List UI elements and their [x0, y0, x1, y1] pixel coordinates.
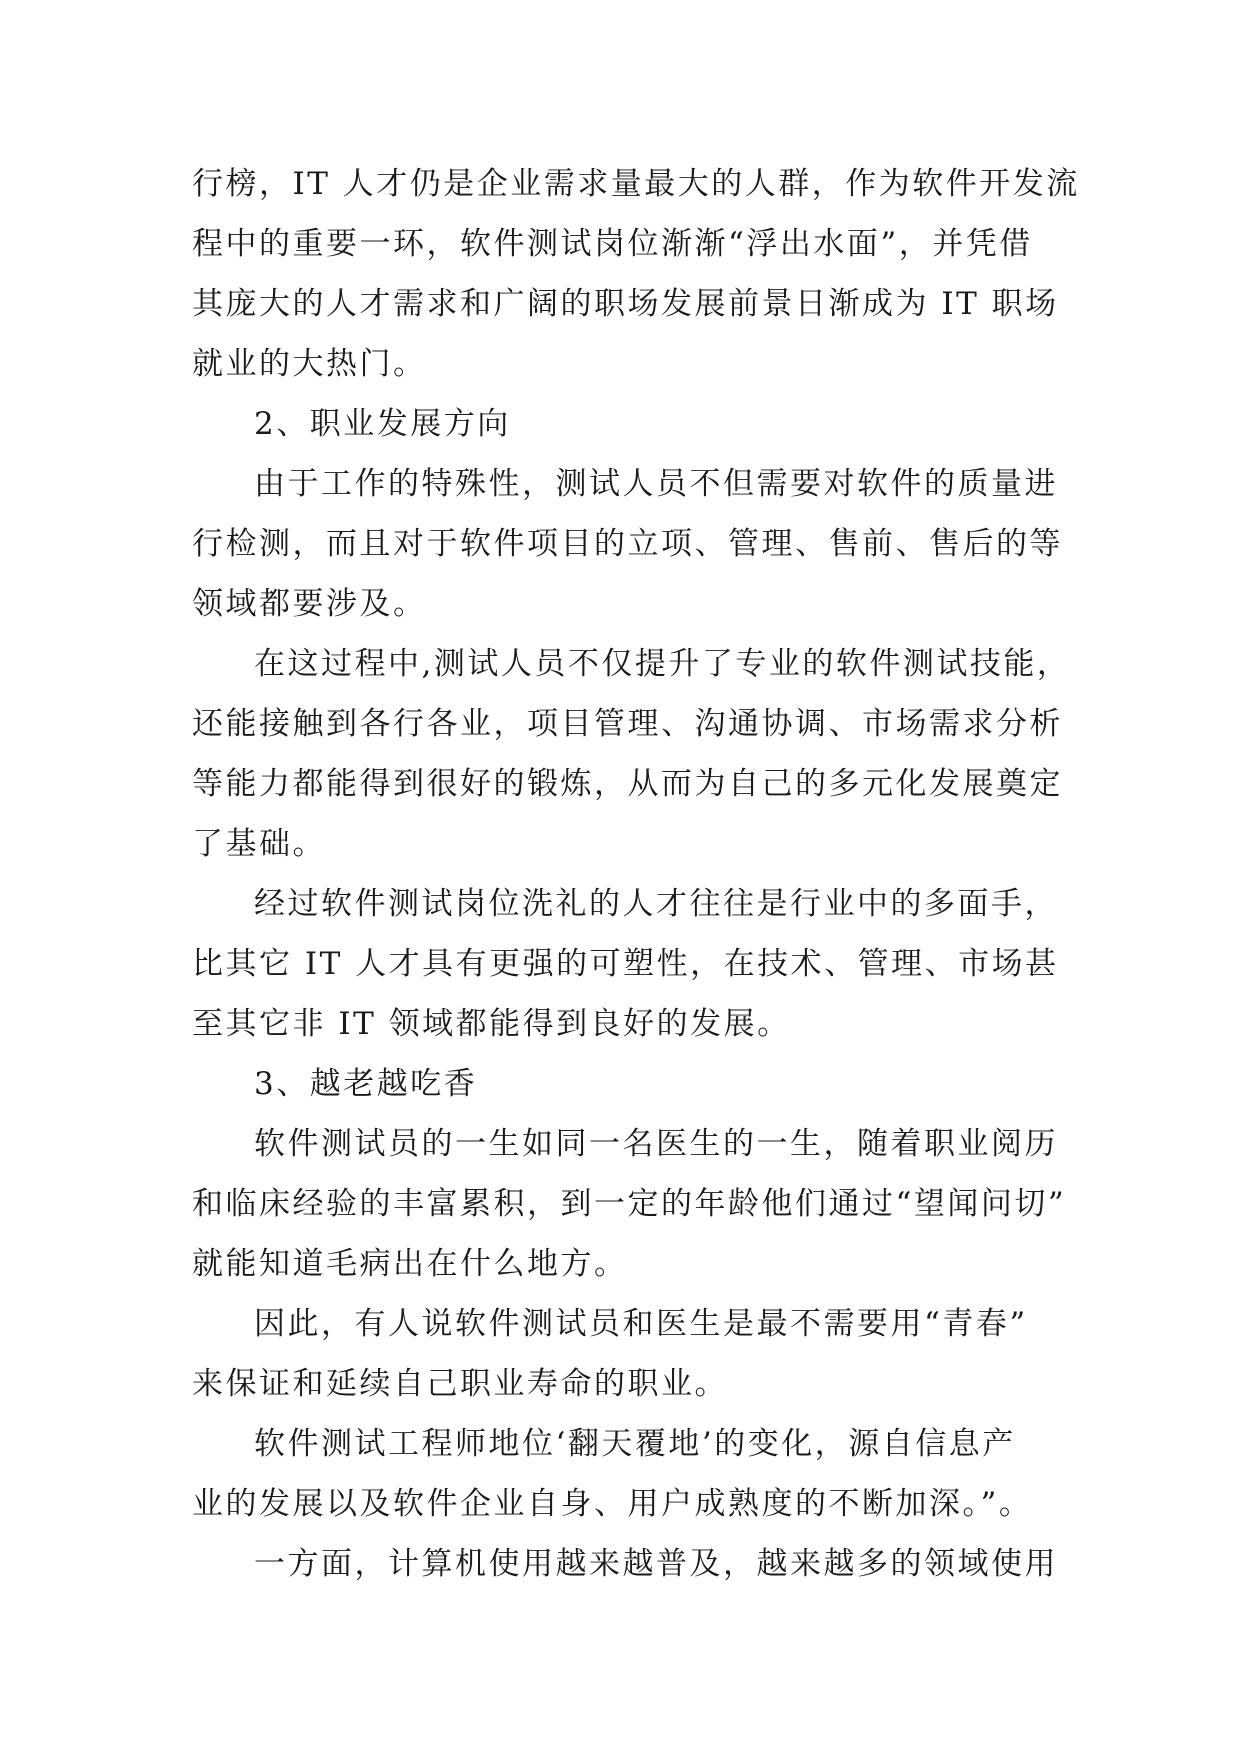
text-line: 软件测试员的一生如同一名医生的一生，随着职业阅历 [254, 1126, 1058, 1162]
text-line: 来保证和延续自己职业寿命的职业。 [192, 1366, 728, 1402]
text-line: 行榜，IT 人才仍是企业需求量最大的人群，作为软件开发流 [192, 166, 1080, 202]
text-line: 经过软件测试岗位洗礼的人才往往是行业中的多面手， [254, 886, 1058, 922]
text-line: 和临床经验的丰富累积，到一定的年龄他们通过“望闻问切” [192, 1186, 1067, 1222]
text-line: 比其它 IT 人才具有更强的可塑性，在技术、管理、市场甚 [192, 946, 1059, 982]
text-line: 行检测，而且对于软件项目的立项、管理、售前、售后的等 [192, 526, 1063, 562]
text-line: 还能接触到各行各业，项目管理、沟通协调、市场需求分析 [192, 706, 1063, 742]
text-line: 就业的大热门。 [192, 346, 427, 382]
text-line: 一方面，计算机使用越来越普及，越来越多的领域使用 [254, 1546, 1058, 1582]
text-line: 业的发展以及软件企业自身、用户成熟度的不断加深。”。 [192, 1486, 1033, 1522]
text-line: 至其它非 IT 领域都能得到良好的发展。 [192, 1006, 791, 1042]
text-line: 了基础。 [192, 826, 326, 862]
section-heading: 2、职业发展方向 [254, 406, 511, 442]
document-body [192, 154, 1080, 1594]
text-line: 等能力都能得到很好的锻炼，从而为自己的多元化发展奠定 [192, 766, 1063, 802]
text-line: 领域都要涉及。 [192, 586, 427, 622]
text-line: 程中的重要一环，软件测试岗位渐渐“浮出水面”，并凭借 [192, 226, 1033, 262]
text-line: 软件测试工程师地位‘翻天覆地’的变化，源自信息产 [254, 1426, 1016, 1462]
section-heading: 3、越老越吃香 [254, 1066, 478, 1102]
text-line: 由于工作的特殊性，测试人员不但需要对软件的质量进 [254, 466, 1058, 502]
text-line: 因此，有人说软件测试员和医生是最不需要用“青春” [254, 1306, 1028, 1342]
text-line: 就能知道毛病出在什么地方。 [192, 1246, 628, 1282]
text-line: 在这过程中,测试人员不仅提升了专业的软件测试技能， [254, 646, 1071, 682]
text-line: 其庞大的人才需求和广阔的职场发展前景日渐成为 IT 职场 [192, 286, 1059, 322]
